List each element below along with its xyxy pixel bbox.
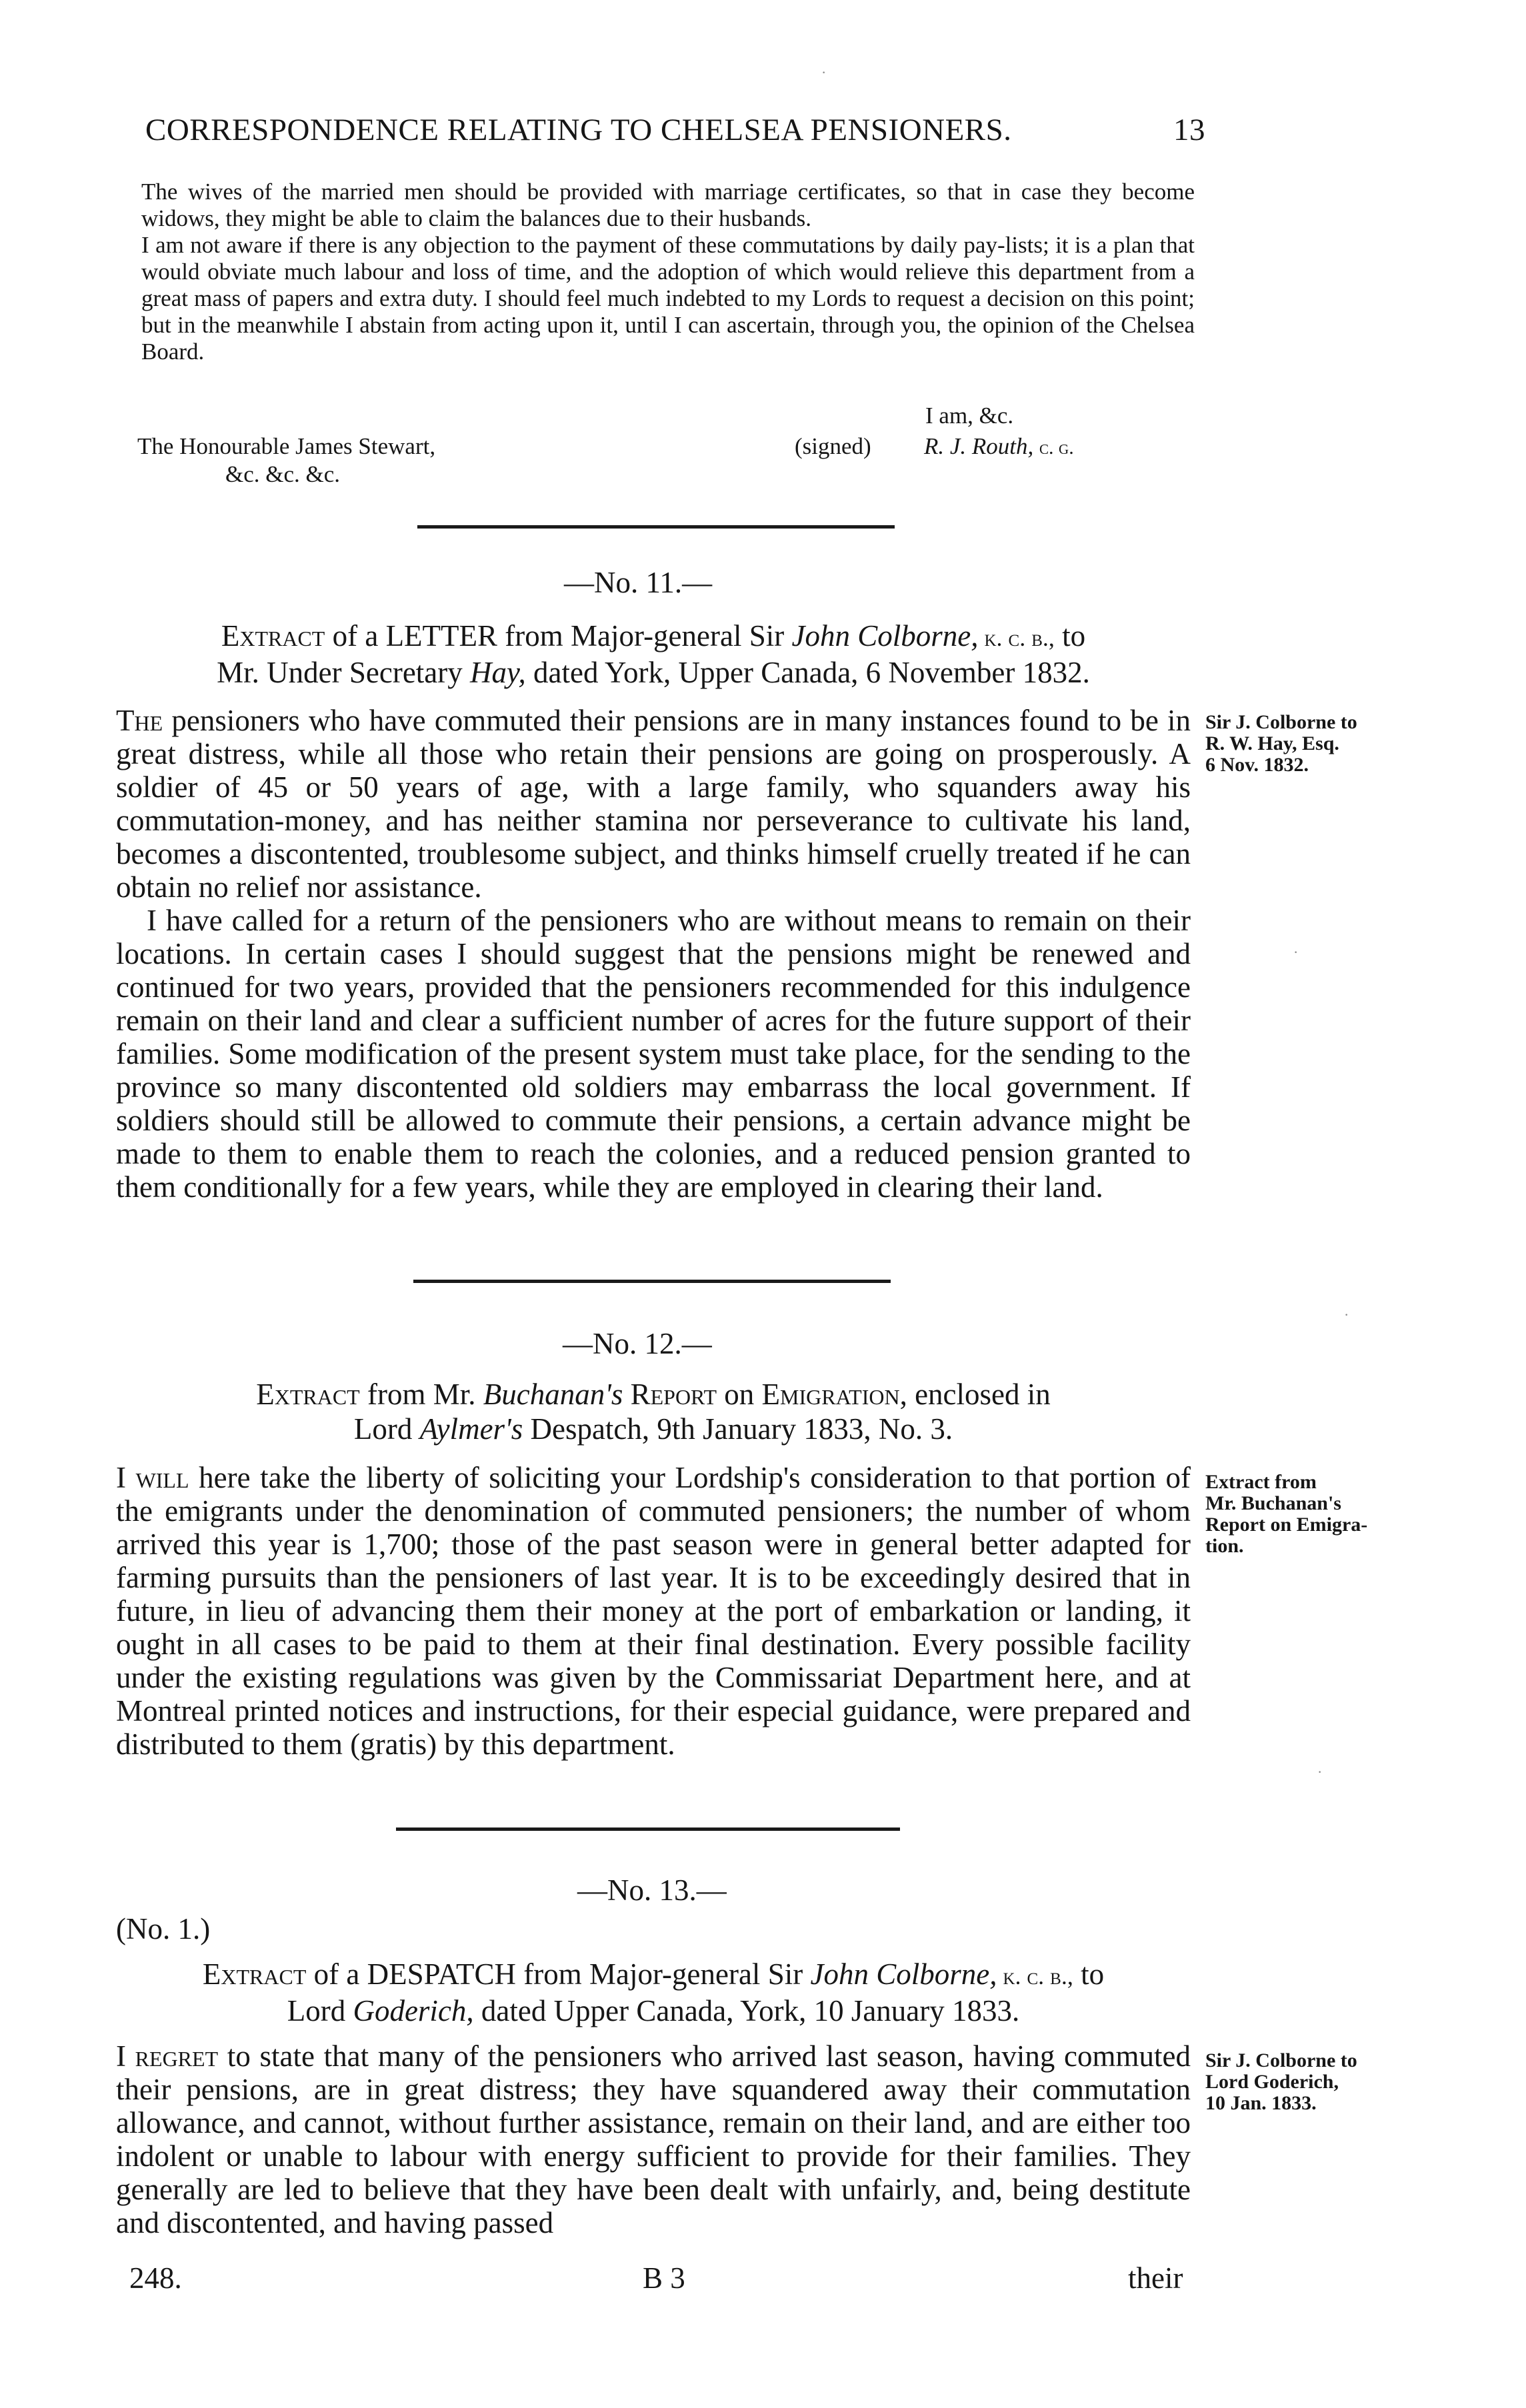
stray-mark: ·: [1293, 944, 1299, 960]
section-rule: [413, 1280, 891, 1283]
sub-number: (No. 1.): [116, 1912, 211, 1945]
addressee: The Honourable James Stewart,: [137, 433, 436, 459]
sidenote-11: Sir J. Colborne to R. W. Hay, Esq. 6 Nov. 1832.: [1205, 711, 1357, 776]
extract-heading-13-line-2: Lord Goderich, dated Upper Canada, York, 10 January 1833.: [287, 1994, 1020, 2027]
stray-mark: ·: [1344, 1306, 1349, 1323]
signed-label: (signed): [795, 433, 871, 459]
extract-heading-12-line-1: Extract from Mr. Buchanan's Report on Emigration, enclosed in: [256, 1378, 1051, 1411]
section-number-12: —No. 12.—: [563, 1327, 712, 1360]
despatch-13-paragraph: I regret to state that many of the pensioners who arrived last season, having commuted their pensions, are in great distress; they have squandered away their commutation allowance, and cannot, without further assistance, remain on their land, and are either too indolent or unable to labour with energy sufficient to provide for their families. They generally are led to believe that they have been dealt with unfairly, and, being destitute and discontented, and having passed: [116, 2039, 1191, 2239]
sidenote-13: Sir J. Colborne to Lord Goderich, 10 Jan. 1833.: [1205, 2049, 1357, 2114]
signature-mark: B 3: [643, 2261, 685, 2295]
section-number-11: —No. 11.—: [564, 566, 713, 599]
signature-title: c. g.: [1039, 437, 1074, 459]
report-body-12: [116, 1461, 1191, 1761]
despatch-body-13: [116, 2039, 1191, 2239]
letter-11-paragraph-1: The pensioners who have commuted their pensions are in many instances found to be in great distress, while all those who retain their pensions are going on prosperously. A soldier of 45 or 50 years of age, with a large family, who squanders away his commutation-money, and has neither stamina nor perseverance to cultivate his land, becomes a discontented, troublesome subject, and thinks himself cruelly treated if he can obtain no relief nor assistance.: [116, 704, 1191, 904]
lead-word: I will: [116, 1461, 189, 1494]
signature: [924, 433, 1074, 461]
opening-paragraph-1: The wives of the married men should be provided with marriage certificates, so that in case they become widows, they might be able to claim the balances due to their husbands.: [141, 179, 1195, 231]
signature-name: R. J. Routh,: [924, 433, 1034, 459]
extract-heading-12: [116, 1377, 1191, 1446]
report-12-paragraph: I will here take the liberty of soliciting your Lordship's consideration to that portion of the emigrants under the denomination of commuted pensioners; the number of whom arrived this year is 1,700; those of the past season were in general better adapted for farming pursuits than the pensioners of last year. It is to be exceedingly desired that in future, in lieu of advancing them their money at the port of embarkation or landing, it ought in all cases to be paid to them at their final destination. Every possible facility under the existing regulations was given by the Commissariat Department here, and at Montreal printed notices and instructions, for their especial guidance, were prepared and distributed to them (gratis) by this department.: [116, 1461, 1191, 1761]
stray-mark: ·: [1317, 1764, 1323, 1780]
page-title: CORRESPONDENCE RELATING TO CHELSEA PENSIONERS.: [145, 113, 1012, 147]
opening-paragraph-2: I am not aware if there is any objection to the payment of these commutations by daily pay-lists; it is a plan that would obviate much labour and loss of time, and the adoption of which would relieve this department from a great mass of papers and extra duty. I should feel much indebted to my Lords to request a decision on this point; but in the meanwhile I abstain from acting upon it, until I can ascertain, through you, the opinion of the Chelsea Board.: [141, 232, 1195, 365]
addressee-etc: &c. &c. &c.: [225, 461, 341, 487]
extract-heading-11-line-1: Extract of a LETTER from Major-general Sir John Colborne, k. c. b., to: [221, 619, 1086, 652]
opening-text: [141, 179, 1195, 365]
letter-body-11: [116, 704, 1191, 1204]
letter-11-paragraph-2: I have called for a return of the pensioners who are without means to remain on their locations. In certain cases I should suggest that the pensions might be renewed and continued for two years, provided that the pensioners recommended for this indulgence remain on their land and clear a sufficient number of acres for the future support of their families. Some modification of the present system must take place, for the sending to the province so many discontented old soldiers may embarrass the local government. If soldiers should still be allowed to commute their pensions, a certain advance might be made to them to enable them to reach the colonies, and a reduced pension granted to them conditionally for a few years, while they are employed in clearing their land.: [116, 904, 1191, 1204]
closing-formula: I am, &c.: [925, 403, 1014, 429]
section-number-13: —No. 13.—: [577, 1873, 727, 1907]
stray-mark: ·: [821, 64, 827, 81]
page-number: 13: [1173, 113, 1205, 147]
extract-heading-11: [116, 618, 1191, 690]
extract-heading-12-line-2: Lord Aylmer's Despatch, 9th January 1833, No. 3.: [353, 1412, 953, 1446]
extract-heading-11-line-2: Mr. Under Secretary Hay, dated York, Upper Canada, 6 November 1832.: [217, 656, 1090, 689]
sidenote-12: Extract from Mr. Buchanan's Report on Emigra- tion.: [1205, 1471, 1368, 1557]
lead-word: I regret: [116, 2039, 219, 2073]
running-head: [145, 112, 1205, 148]
extract-heading-13: [116, 1957, 1191, 2028]
footer-left-number: 248.: [129, 2261, 182, 2295]
section-rule: [396, 1827, 900, 1831]
catchword: their: [1128, 2261, 1183, 2295]
extract-heading-13-line-1: Extract of a DESPATCH from Major-general Sir John Colborne, k. c. b., to: [202, 1957, 1105, 1991]
section-rule: [417, 525, 895, 529]
lead-word: The: [116, 704, 163, 737]
